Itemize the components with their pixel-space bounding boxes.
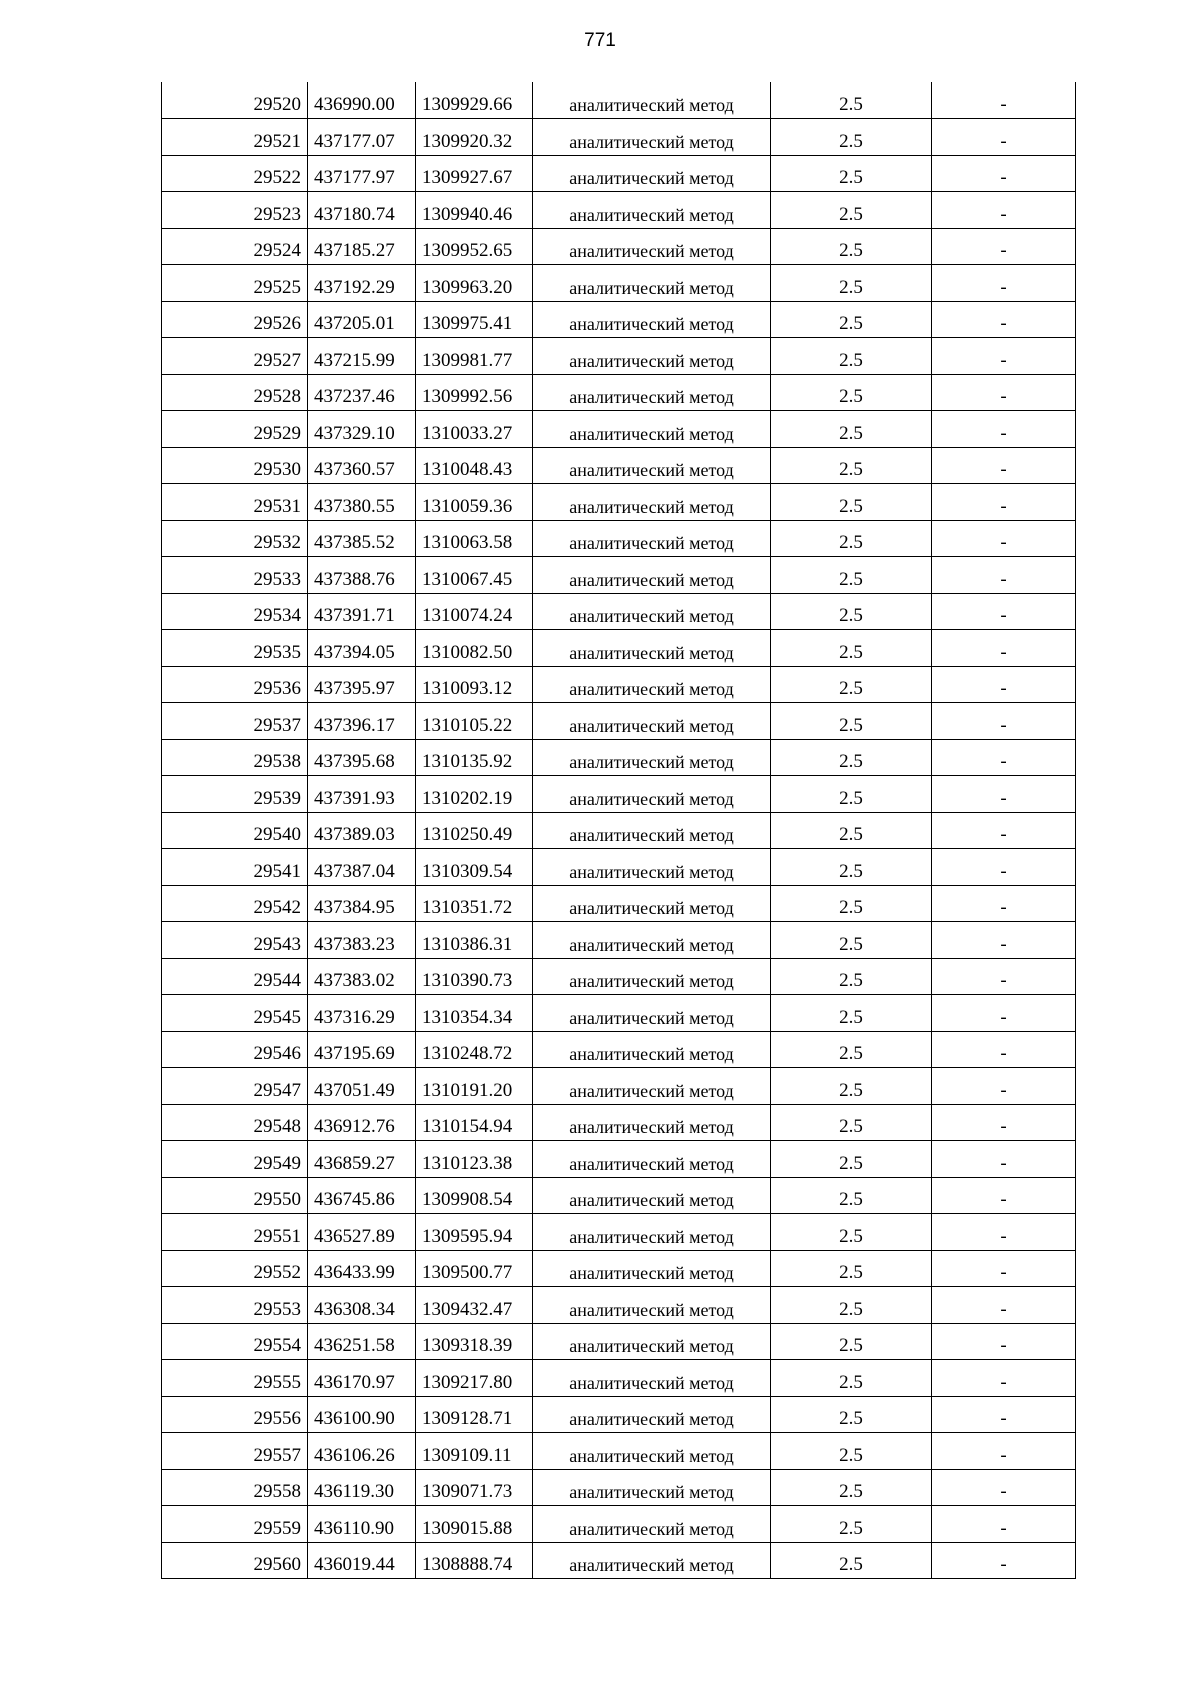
note-cell: - — [932, 192, 1076, 229]
note-cell: - — [932, 1542, 1076, 1579]
x-coordinate-cell: 437177.07 — [308, 119, 416, 156]
note-cell: - — [932, 520, 1076, 557]
point-number-cell: 29540 — [162, 812, 308, 849]
error-cell: 2.5 — [771, 1396, 932, 1433]
error-cell: 2.5 — [771, 630, 932, 667]
method-cell: аналитический метод — [533, 1323, 771, 1360]
x-coordinate-cell: 437383.23 — [308, 922, 416, 959]
x-coordinate-cell: 437205.01 — [308, 301, 416, 338]
y-coordinate-cell: 1310059.36 — [416, 484, 533, 521]
table-body — [162, 82, 1076, 1579]
note-cell: - — [932, 885, 1076, 922]
table-row — [162, 630, 1076, 667]
point-number-cell: 29526 — [162, 301, 308, 338]
y-coordinate-cell: 1309992.56 — [416, 374, 533, 411]
y-coordinate-cell: 1309920.32 — [416, 119, 533, 156]
x-coordinate-cell: 437215.99 — [308, 338, 416, 375]
y-coordinate-cell: 1310191.20 — [416, 1068, 533, 1105]
error-cell: 2.5 — [771, 411, 932, 448]
x-coordinate-cell: 436106.26 — [308, 1433, 416, 1470]
table-row — [162, 82, 1076, 119]
y-coordinate-cell: 1310067.45 — [416, 557, 533, 594]
point-number-cell: 29549 — [162, 1141, 308, 1178]
method-cell: аналитический метод — [533, 1214, 771, 1251]
error-cell: 2.5 — [771, 374, 932, 411]
x-coordinate-cell: 437395.97 — [308, 666, 416, 703]
y-coordinate-cell: 1310309.54 — [416, 849, 533, 886]
y-coordinate-cell: 1309015.88 — [416, 1506, 533, 1543]
note-cell: - — [932, 301, 1076, 338]
method-cell: аналитический метод — [533, 995, 771, 1032]
x-coordinate-cell: 437180.74 — [308, 192, 416, 229]
y-coordinate-cell: 1309432.47 — [416, 1287, 533, 1324]
note-cell: - — [932, 593, 1076, 630]
error-cell: 2.5 — [771, 484, 932, 521]
note-cell: - — [932, 447, 1076, 484]
x-coordinate-cell: 436100.90 — [308, 1396, 416, 1433]
note-cell: - — [932, 1469, 1076, 1506]
x-coordinate-cell: 437388.76 — [308, 557, 416, 594]
table-row — [162, 995, 1076, 1032]
point-number-cell: 29555 — [162, 1360, 308, 1397]
error-cell: 2.5 — [771, 1250, 932, 1287]
x-coordinate-cell: 437384.95 — [308, 885, 416, 922]
table-row — [162, 885, 1076, 922]
note-cell: - — [932, 1396, 1076, 1433]
point-number-cell: 29552 — [162, 1250, 308, 1287]
table-row — [162, 922, 1076, 959]
note-cell: - — [932, 484, 1076, 521]
note-cell: - — [932, 1506, 1076, 1543]
table-row — [162, 1396, 1076, 1433]
y-coordinate-cell: 1310250.49 — [416, 812, 533, 849]
note-cell: - — [932, 849, 1076, 886]
x-coordinate-cell: 437389.03 — [308, 812, 416, 849]
error-cell: 2.5 — [771, 1469, 932, 1506]
method-cell: аналитический метод — [533, 484, 771, 521]
x-coordinate-cell: 437185.27 — [308, 228, 416, 265]
table-row — [162, 1250, 1076, 1287]
x-coordinate-cell: 437329.10 — [308, 411, 416, 448]
note-cell: - — [932, 155, 1076, 192]
point-number-cell: 29522 — [162, 155, 308, 192]
y-coordinate-cell: 1309908.54 — [416, 1177, 533, 1214]
method-cell: аналитический метод — [533, 374, 771, 411]
point-number-cell: 29523 — [162, 192, 308, 229]
point-number-cell: 29533 — [162, 557, 308, 594]
coordinates-table — [161, 82, 1076, 1579]
method-cell: аналитический метод — [533, 192, 771, 229]
method-cell: аналитический метод — [533, 1469, 771, 1506]
point-number-cell: 29520 — [162, 82, 308, 119]
error-cell: 2.5 — [771, 1287, 932, 1324]
error-cell: 2.5 — [771, 1433, 932, 1470]
table-row — [162, 812, 1076, 849]
note-cell: - — [932, 1323, 1076, 1360]
note-cell: - — [932, 1214, 1076, 1251]
note-cell: - — [932, 630, 1076, 667]
y-coordinate-cell: 1310074.24 — [416, 593, 533, 630]
y-coordinate-cell: 1310123.38 — [416, 1141, 533, 1178]
point-number-cell: 29556 — [162, 1396, 308, 1433]
point-number-cell: 29553 — [162, 1287, 308, 1324]
error-cell: 2.5 — [771, 447, 932, 484]
error-cell: 2.5 — [771, 666, 932, 703]
table-row — [162, 1287, 1076, 1324]
method-cell: аналитический метод — [533, 119, 771, 156]
error-cell: 2.5 — [771, 1360, 932, 1397]
note-cell: - — [932, 411, 1076, 448]
method-cell: аналитический метод — [533, 630, 771, 667]
table-row — [162, 1068, 1076, 1105]
point-number-cell: 29534 — [162, 593, 308, 630]
method-cell: аналитический метод — [533, 520, 771, 557]
note-cell: - — [932, 1068, 1076, 1105]
note-cell: - — [932, 1177, 1076, 1214]
table-row — [162, 1141, 1076, 1178]
error-cell: 2.5 — [771, 1323, 932, 1360]
table-row — [162, 1323, 1076, 1360]
y-coordinate-cell: 1310154.94 — [416, 1104, 533, 1141]
x-coordinate-cell: 436110.90 — [308, 1506, 416, 1543]
x-coordinate-cell: 436119.30 — [308, 1469, 416, 1506]
error-cell: 2.5 — [771, 1104, 932, 1141]
error-cell: 2.5 — [771, 995, 932, 1032]
method-cell: аналитический метод — [533, 411, 771, 448]
table-row — [162, 374, 1076, 411]
point-number-cell: 29544 — [162, 958, 308, 995]
error-cell: 2.5 — [771, 338, 932, 375]
note-cell: - — [932, 374, 1076, 411]
table-row — [162, 411, 1076, 448]
table-row — [162, 1433, 1076, 1470]
method-cell: аналитический метод — [533, 593, 771, 630]
method-cell: аналитический метод — [533, 1104, 771, 1141]
error-cell: 2.5 — [771, 958, 932, 995]
point-number-cell: 29557 — [162, 1433, 308, 1470]
y-coordinate-cell: 1310063.58 — [416, 520, 533, 557]
error-cell: 2.5 — [771, 119, 932, 156]
x-coordinate-cell: 437316.29 — [308, 995, 416, 1032]
table-row — [162, 739, 1076, 776]
method-cell: аналитический метод — [533, 1031, 771, 1068]
y-coordinate-cell: 1309952.65 — [416, 228, 533, 265]
error-cell: 2.5 — [771, 228, 932, 265]
note-cell: - — [932, 739, 1076, 776]
table-row — [162, 301, 1076, 338]
error-cell: 2.5 — [771, 82, 932, 119]
table-row — [162, 1031, 1076, 1068]
y-coordinate-cell: 1309940.46 — [416, 192, 533, 229]
point-number-cell: 29546 — [162, 1031, 308, 1068]
note-cell: - — [932, 666, 1076, 703]
error-cell: 2.5 — [771, 301, 932, 338]
y-coordinate-cell: 1309071.73 — [416, 1469, 533, 1506]
note-cell: - — [932, 265, 1076, 302]
error-cell: 2.5 — [771, 1214, 932, 1251]
y-coordinate-cell: 1308888.74 — [416, 1542, 533, 1579]
method-cell: аналитический метод — [533, 338, 771, 375]
error-cell: 2.5 — [771, 922, 932, 959]
note-cell: - — [932, 1287, 1076, 1324]
point-number-cell: 29554 — [162, 1323, 308, 1360]
method-cell: аналитический метод — [533, 885, 771, 922]
point-number-cell: 29542 — [162, 885, 308, 922]
y-coordinate-cell: 1309975.41 — [416, 301, 533, 338]
x-coordinate-cell: 436433.99 — [308, 1250, 416, 1287]
x-coordinate-cell: 437380.55 — [308, 484, 416, 521]
y-coordinate-cell: 1309109.11 — [416, 1433, 533, 1470]
x-coordinate-cell: 437391.93 — [308, 776, 416, 813]
table-row — [162, 155, 1076, 192]
table-row — [162, 776, 1076, 813]
error-cell: 2.5 — [771, 520, 932, 557]
x-coordinate-cell: 437395.68 — [308, 739, 416, 776]
method-cell: аналитический метод — [533, 666, 771, 703]
method-cell: аналитический метод — [533, 1250, 771, 1287]
point-number-cell: 29535 — [162, 630, 308, 667]
note-cell: - — [932, 228, 1076, 265]
x-coordinate-cell: 437360.57 — [308, 447, 416, 484]
note-cell: - — [932, 1433, 1076, 1470]
table-row — [162, 1469, 1076, 1506]
note-cell: - — [932, 1250, 1076, 1287]
method-cell: аналитический метод — [533, 155, 771, 192]
table-row — [162, 1104, 1076, 1141]
method-cell: аналитический метод — [533, 1506, 771, 1543]
y-coordinate-cell: 1310351.72 — [416, 885, 533, 922]
error-cell: 2.5 — [771, 812, 932, 849]
table-row — [162, 1214, 1076, 1251]
y-coordinate-cell: 1310390.73 — [416, 958, 533, 995]
x-coordinate-cell: 436251.58 — [308, 1323, 416, 1360]
error-cell: 2.5 — [771, 155, 932, 192]
x-coordinate-cell: 436745.86 — [308, 1177, 416, 1214]
note-cell: - — [932, 812, 1076, 849]
note-cell: - — [932, 1104, 1076, 1141]
x-coordinate-cell: 436308.34 — [308, 1287, 416, 1324]
error-cell: 2.5 — [771, 593, 932, 630]
point-number-cell: 29548 — [162, 1104, 308, 1141]
y-coordinate-cell: 1309981.77 — [416, 338, 533, 375]
table-row — [162, 119, 1076, 156]
y-coordinate-cell: 1309128.71 — [416, 1396, 533, 1433]
note-cell: - — [932, 1141, 1076, 1178]
method-cell: аналитический метод — [533, 82, 771, 119]
table-row — [162, 192, 1076, 229]
x-coordinate-cell: 437383.02 — [308, 958, 416, 995]
table-row — [162, 484, 1076, 521]
y-coordinate-cell: 1309500.77 — [416, 1250, 533, 1287]
table-row — [162, 1177, 1076, 1214]
method-cell: аналитический метод — [533, 776, 771, 813]
point-number-cell: 29537 — [162, 703, 308, 740]
point-number-cell: 29532 — [162, 520, 308, 557]
x-coordinate-cell: 436859.27 — [308, 1141, 416, 1178]
y-coordinate-cell: 1309217.80 — [416, 1360, 533, 1397]
point-number-cell: 29528 — [162, 374, 308, 411]
table-row — [162, 557, 1076, 594]
x-coordinate-cell: 437396.17 — [308, 703, 416, 740]
x-coordinate-cell: 436912.76 — [308, 1104, 416, 1141]
x-coordinate-cell: 437237.46 — [308, 374, 416, 411]
x-coordinate-cell: 437385.52 — [308, 520, 416, 557]
table-row — [162, 228, 1076, 265]
table-row — [162, 338, 1076, 375]
note-cell: - — [932, 958, 1076, 995]
note-cell: - — [932, 922, 1076, 959]
point-number-cell: 29545 — [162, 995, 308, 1032]
table-row — [162, 1542, 1076, 1579]
error-cell: 2.5 — [771, 885, 932, 922]
error-cell: 2.5 — [771, 1177, 932, 1214]
note-cell: - — [932, 82, 1076, 119]
x-coordinate-cell: 437394.05 — [308, 630, 416, 667]
point-number-cell: 29527 — [162, 338, 308, 375]
y-coordinate-cell: 1310048.43 — [416, 447, 533, 484]
y-coordinate-cell: 1309318.39 — [416, 1323, 533, 1360]
method-cell: аналитический метод — [533, 1141, 771, 1178]
x-coordinate-cell: 436019.44 — [308, 1542, 416, 1579]
method-cell: аналитический метод — [533, 1177, 771, 1214]
y-coordinate-cell: 1310105.22 — [416, 703, 533, 740]
x-coordinate-cell: 437391.71 — [308, 593, 416, 630]
table-row — [162, 703, 1076, 740]
x-coordinate-cell: 436990.00 — [308, 82, 416, 119]
x-coordinate-cell: 437387.04 — [308, 849, 416, 886]
method-cell: аналитический метод — [533, 447, 771, 484]
y-coordinate-cell: 1310135.92 — [416, 739, 533, 776]
error-cell: 2.5 — [771, 557, 932, 594]
method-cell: аналитический метод — [533, 228, 771, 265]
method-cell: аналитический метод — [533, 301, 771, 338]
y-coordinate-cell: 1310202.19 — [416, 776, 533, 813]
y-coordinate-cell: 1310248.72 — [416, 1031, 533, 1068]
x-coordinate-cell: 437195.69 — [308, 1031, 416, 1068]
y-coordinate-cell: 1310082.50 — [416, 630, 533, 667]
error-cell: 2.5 — [771, 1031, 932, 1068]
error-cell: 2.5 — [771, 1141, 932, 1178]
table-row — [162, 265, 1076, 302]
point-number-cell: 29525 — [162, 265, 308, 302]
note-cell: - — [932, 1031, 1076, 1068]
y-coordinate-cell: 1310033.27 — [416, 411, 533, 448]
point-number-cell: 29539 — [162, 776, 308, 813]
method-cell: аналитический метод — [533, 1433, 771, 1470]
point-number-cell: 29541 — [162, 849, 308, 886]
page-number: 771 — [584, 30, 616, 51]
point-number-cell: 29559 — [162, 1506, 308, 1543]
method-cell: аналитический метод — [533, 1542, 771, 1579]
method-cell: аналитический метод — [533, 812, 771, 849]
note-cell: - — [932, 119, 1076, 156]
table-row — [162, 849, 1076, 886]
point-number-cell: 29538 — [162, 739, 308, 776]
point-number-cell: 29524 — [162, 228, 308, 265]
error-cell: 2.5 — [771, 265, 932, 302]
point-number-cell: 29560 — [162, 1542, 308, 1579]
table-row — [162, 593, 1076, 630]
point-number-cell: 29558 — [162, 1469, 308, 1506]
point-number-cell: 29536 — [162, 666, 308, 703]
method-cell: аналитический метод — [533, 849, 771, 886]
point-number-cell: 29550 — [162, 1177, 308, 1214]
y-coordinate-cell: 1309963.20 — [416, 265, 533, 302]
note-cell: - — [932, 995, 1076, 1032]
method-cell: аналитический метод — [533, 1396, 771, 1433]
point-number-cell: 29551 — [162, 1214, 308, 1251]
point-number-cell: 29529 — [162, 411, 308, 448]
table-row — [162, 958, 1076, 995]
method-cell: аналитический метод — [533, 557, 771, 594]
point-number-cell: 29530 — [162, 447, 308, 484]
method-cell: аналитический метод — [533, 703, 771, 740]
table-row — [162, 1506, 1076, 1543]
note-cell: - — [932, 338, 1076, 375]
table-row — [162, 666, 1076, 703]
table-row — [162, 447, 1076, 484]
error-cell: 2.5 — [771, 192, 932, 229]
x-coordinate-cell: 436527.89 — [308, 1214, 416, 1251]
error-cell: 2.5 — [771, 1542, 932, 1579]
x-coordinate-cell: 436170.97 — [308, 1360, 416, 1397]
method-cell: аналитический метод — [533, 1360, 771, 1397]
table-row — [162, 520, 1076, 557]
note-cell: - — [932, 703, 1076, 740]
y-coordinate-cell: 1310093.12 — [416, 666, 533, 703]
y-coordinate-cell: 1309929.66 — [416, 82, 533, 119]
y-coordinate-cell: 1310386.31 — [416, 922, 533, 959]
x-coordinate-cell: 437051.49 — [308, 1068, 416, 1105]
method-cell: аналитический метод — [533, 922, 771, 959]
point-number-cell: 29521 — [162, 119, 308, 156]
y-coordinate-cell: 1309927.67 — [416, 155, 533, 192]
error-cell: 2.5 — [771, 849, 932, 886]
table-row — [162, 1360, 1076, 1397]
note-cell: - — [932, 776, 1076, 813]
x-coordinate-cell: 437177.97 — [308, 155, 416, 192]
x-coordinate-cell: 437192.29 — [308, 265, 416, 302]
point-number-cell: 29543 — [162, 922, 308, 959]
error-cell: 2.5 — [771, 1068, 932, 1105]
method-cell: аналитический метод — [533, 739, 771, 776]
method-cell: аналитический метод — [533, 958, 771, 995]
point-number-cell: 29547 — [162, 1068, 308, 1105]
error-cell: 2.5 — [771, 703, 932, 740]
y-coordinate-cell: 1310354.34 — [416, 995, 533, 1032]
point-number-cell: 29531 — [162, 484, 308, 521]
y-coordinate-cell: 1309595.94 — [416, 1214, 533, 1251]
method-cell: аналитический метод — [533, 265, 771, 302]
note-cell: - — [932, 557, 1076, 594]
error-cell: 2.5 — [771, 1506, 932, 1543]
method-cell: аналитический метод — [533, 1068, 771, 1105]
method-cell: аналитический метод — [533, 1287, 771, 1324]
note-cell: - — [932, 1360, 1076, 1397]
error-cell: 2.5 — [771, 739, 932, 776]
error-cell: 2.5 — [771, 776, 932, 813]
